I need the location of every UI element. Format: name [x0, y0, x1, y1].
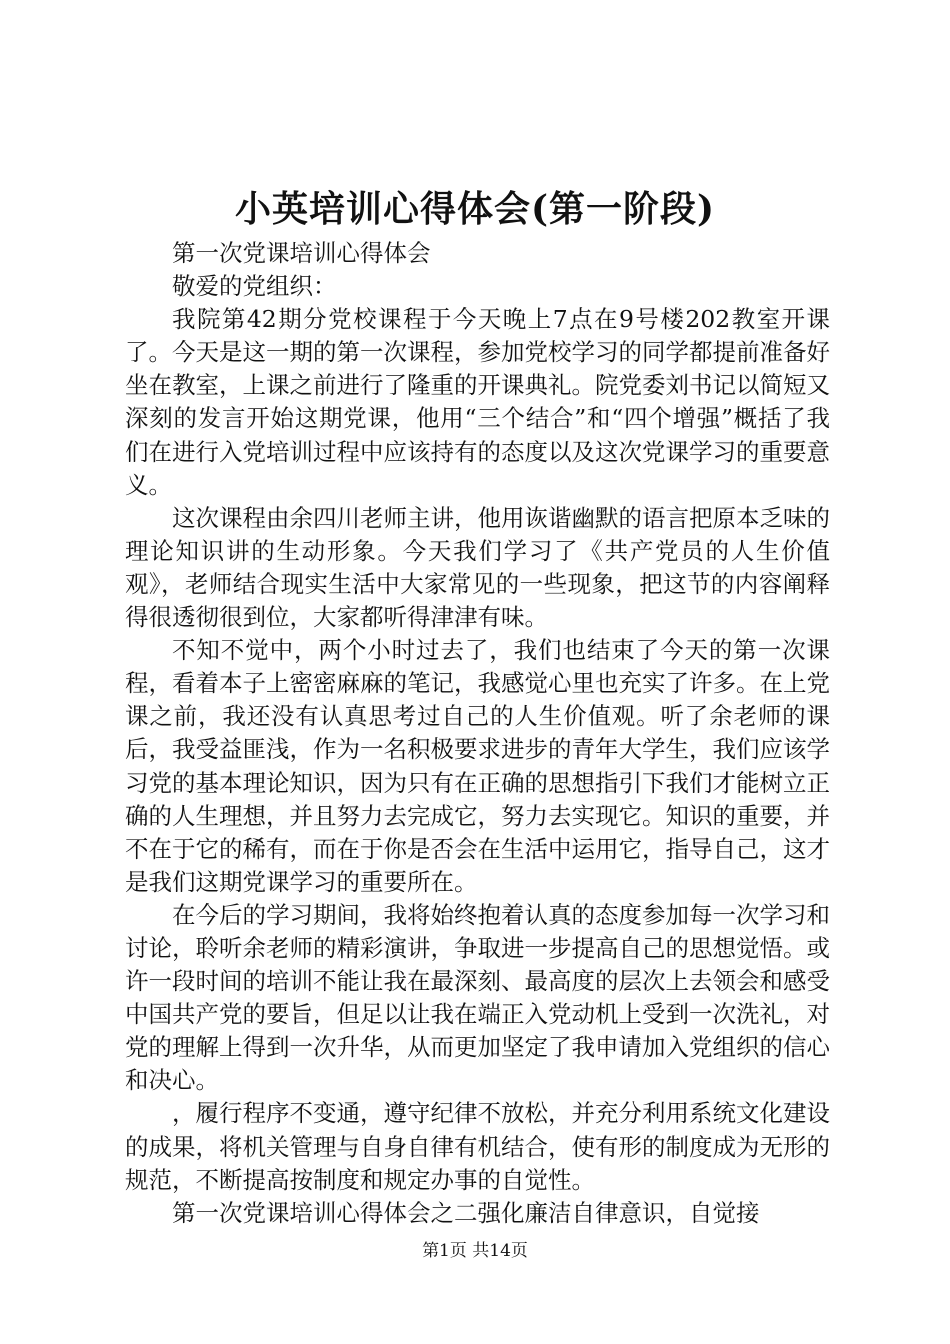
paragraph: ，履行程序不变通，遵守纪律不放松，并充分利用系统文化建设的成果，将机关管理与自身自律有机结合，使有形的制度成为无形的规范，不断提高按制度和规定办事的自觉性。 — [125, 1099, 830, 1194]
paragraph: 在今后的学习期间，我将始终抱着认真的态度参加每一次学习和讨论，聆听余老师的精彩演讲，争取进一步提高自己的思想觉悟。或许一段时间的培训不能让我在最深刻、最高度的层次上去领会和感受中国共产党的要旨，但足以让我在端正入党动机上受到一次洗礼，对党的理解上得到一次升华，从而更加坚定了我申请加入党组织的信心和决心。 — [125, 900, 830, 1095]
paragraph: 这次课程由余四川老师主讲，他用诙谐幽默的语言把原本乏味的理论知识讲的生动形象。今天我们学习了《共产党员的人生价值观》，老师结合现实生活中大家常见的一些现象，把这节的内容阐释得很透彻很到位，大家都听得津津有味。 — [125, 503, 830, 632]
paragraph-heading: 第一次党课培训心得体会 — [172, 239, 431, 267]
paragraph: 第一次党课培训心得体会之二强化廉洁自律意识，自觉接 — [172, 1198, 760, 1227]
paragraph: 不知不觉中，两个小时过去了，我们也结束了今天的第一次课程，看着本子上密密麻麻的笔记，我感觉心里也充实了许多。在上党课之前，我还没有认真思考过自己的人生价值观。听了余老师的课后，我受益匪浅，作为一名积极要求进步的青年大学生，我们应该学习党的基本理论知识，因为只有在正确的思想指引下我们才能树立正确的人生理想，并且努力去完成它，努力去实现它。知识的重要，并不在于它的稀有，而在于你是否会在生活中运用它，指导自己，这才是我们这期党课学习的重要所在。 — [125, 636, 830, 896]
paragraph: 我院第42期分党校课程于今天晚上7点在9号楼202教室开课了。今天是这一期的第一次课程，参加党校学习的同学都提前准备好坐在教室，上课之前进行了隆重的开课典礼。院党委刘书记以简短又深刻的发言开始这期党课，他用“三个结合”和“四个增强”概括了我们在进行入党培训过程中应该持有的态度以及这次党课学习的重要意义。 — [125, 305, 830, 499]
document-body — [125, 237, 830, 1230]
paragraph-salutation: 敬爱的党组织： — [172, 272, 337, 301]
page-footer: 第1页 共14页 — [422, 1241, 528, 1261]
document-title: 小英培训心得体会(第一阶段) — [234, 188, 716, 230]
